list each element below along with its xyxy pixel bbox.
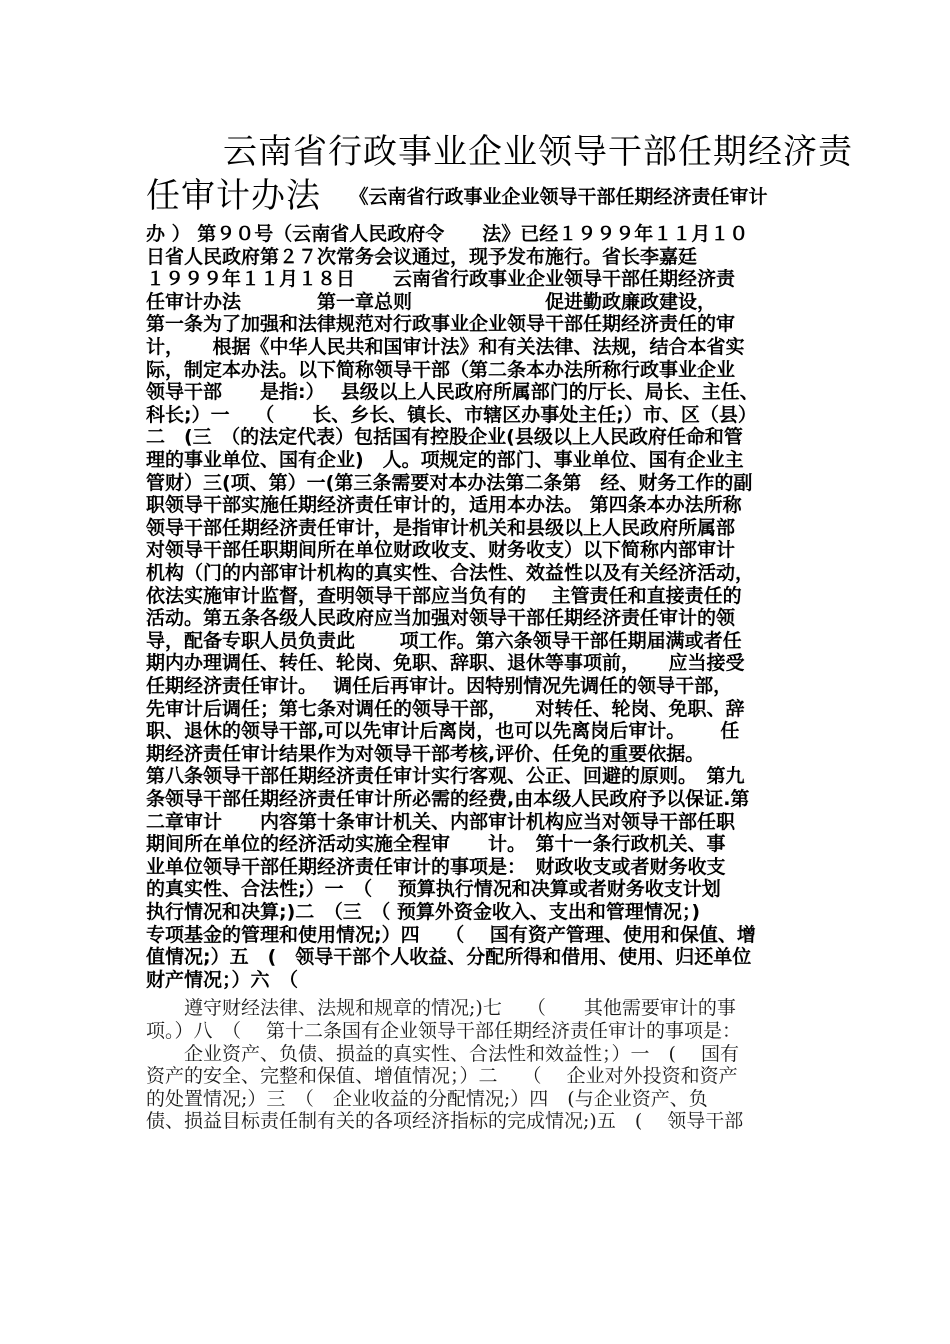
body-line: 第一条为了加强和法律规范对行政事业企业领导干部任期经济责任的审 — [146, 313, 736, 336]
body-line: 业单位领导干部任期经济责任审计的事项是： 财政收支或者财务收支 — [146, 855, 726, 878]
body-line: 的真实性、合法性;）一 （ 预算执行情况和决算或者财务收支计划 — [146, 878, 721, 901]
body-line: 的处置情况;）三 （ 企业收益的分配情况;）四 (与企业资产、负 — [146, 1087, 708, 1110]
body-line: 财产情况；）六 （ — [146, 968, 299, 991]
document-title-line-2 — [146, 172, 768, 221]
body-line: 期内办理调任、转任、轮岗、免职、辞职、退休等事项前， 应当接受 — [146, 652, 745, 675]
body-line: 管财）三(项、第）一(第三条需要对本办法第二条第 经、财务工作的副 — [146, 471, 753, 494]
body-line: 资产的安全、完整和保值、增值情况；）二 （ 企业对外投资和资产 — [146, 1065, 738, 1088]
body-line: 二 (三 （的法定代表）包括国有控股企业(县级以上人民政府任命和管 — [146, 426, 743, 449]
body-line: 企业资产、负债、损益的真实性、合法性和效益性；）一 ( 国有 — [146, 1042, 739, 1065]
body-line: 债、损益目标责任制有关的各项经济指标的完成情况;)五 ( 领导干部 — [146, 1110, 744, 1133]
body-line: 先审计后调任；第七条对调任的领导干部， 对转任、轮岗、免职、辞 — [146, 697, 745, 720]
body-line: 期经济责任审计结果作为对领导干部考核,评价、任免的重要依据。 — [146, 742, 705, 765]
body-line: 依法实施审计监督，查明领导干部应当负有的 主管责任和直接责任的 — [146, 584, 742, 607]
document-title-text: 任审计办法 — [146, 176, 321, 216]
document-intro-text: 《云南省行政事业企业领导干部任期经济责任审计 — [321, 186, 768, 208]
body-line: 职、退休的领导干部,可以先审计后离岗，也可以先离岗后审计。 任 — [146, 720, 740, 743]
body-line: 际，制定本办法。以下简称领导干部（第二条本办法所称行政事业企业 — [146, 358, 736, 381]
body-line: 领导干部任期经济责任审计，是指审计机关和县级以上人民政府所属部 — [146, 516, 736, 539]
body-line: 任审计办法 第一章总则 促进勤政廉政建设， — [146, 290, 717, 313]
body-line: 办 ） 第９０号（云南省人民政府令 法》已经１９９９年１１月１０ — [146, 223, 749, 245]
body-line: 理的事业单位、国有企业) 人。项规定的部门、事业单位、国有企业主 — [146, 449, 744, 471]
body-line: 对领导干部任职期间所在单位财政收支、财务收支）以下简称内部审计 — [146, 539, 736, 562]
body-line: 领导干部 是指:） 县级以上人民政府所属部门的厅长、局长、主任、 — [146, 381, 759, 404]
body-line: 项。）八 （ 第十二条国有企业领导干部任期经济责任审计的事项是： — [146, 1020, 742, 1042]
body-line: 科长;）一 （ 长、乡长、镇长、市辖区办事处主任;）市、区（县） — [146, 403, 757, 426]
body-line: 导，配备专职人员负责此 项工作。第六条领导干部任期届满或者任 — [146, 629, 742, 652]
body-line: 机构（门的内部审计机构的真实性、合法性、效益性以及有关经济活动， — [146, 562, 755, 584]
body-line: １９９９年１１月１８日 云南省行政事业企业领导干部任期经济责 — [146, 268, 736, 291]
body-line: 日省人民政府第２７次常务会议通过，现予发布施行。省长李嘉廷 — [146, 245, 698, 268]
body-line: 条领导干部任期经济责任审计所必需的经费,由本级人民政府予以保证.第 — [146, 788, 750, 810]
body-line: 活动。第五条各级人民政府应当加强对领导干部任期经济责任审计的领 — [146, 607, 736, 630]
body-line: 任期经济责任审计。 调任后再审计。因特别情况先调任的领导干部， — [146, 675, 733, 697]
body-line: 期间所在单位的经济活动实施全程审 计。 第十一条行政机关、事 — [146, 833, 726, 856]
body-line: 职领导干部实施任期经济责任审计的，适用本办法。 第四条本办法所称 — [146, 494, 742, 517]
body-line: 计， 根据《中华人民共和国审计法》和有关法律、法规，结合本省实 — [146, 336, 745, 358]
document-title-line-1: 云南省行政事业企业领导干部任期经济责 — [223, 132, 853, 172]
body-line: 专项基金的管理和使用情况;）四 （ 国有资产管理、使用和保值、增 — [146, 923, 756, 946]
body-line: 二章审计 内容第十条审计机关、内部审计机构应当对领导干部任职 — [146, 810, 736, 833]
body-line: 遵守财经法律、法规和规章的情况;)七 （ 其他需要审计的事 — [146, 997, 736, 1020]
body-line: 值情况;）五 ( 领导干部个人收益、分配所得和借用、使用、归还单位 — [146, 946, 752, 969]
body-line: 执行情况和决算;)二 （三 （ 预算外资金收入、支出和管理情况；) — [146, 901, 701, 923]
body-line: 第八条领导干部任期经济责任审计实行客观、公正、回避的原则。 第九 — [146, 765, 745, 788]
